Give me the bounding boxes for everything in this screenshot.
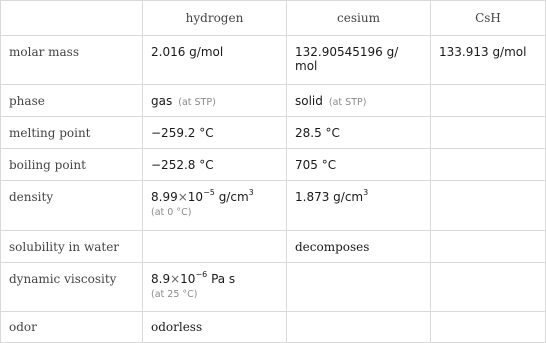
hydrogen-viscosity-unit: Pa s — [211, 272, 236, 286]
times-sign: × — [170, 272, 181, 286]
cell-cesium-molar-mass: 132.90545196 g/ mol — [287, 36, 431, 85]
cell-hydrogen-solubility — [143, 231, 287, 263]
header-csh: CsH — [431, 1, 546, 36]
row-label-molar-mass: molar mass — [1, 36, 143, 85]
cell-hydrogen-melting-point: −259.2 °C — [143, 117, 287, 149]
cell-hydrogen-boiling-point: −252.8 °C — [143, 149, 287, 181]
cell-hydrogen-viscosity — [143, 263, 287, 312]
hydrogen-viscosity-base: 10 — [180, 272, 196, 286]
hydrogen-density-unit: g/cm — [218, 190, 249, 204]
cell-cesium-density — [287, 181, 431, 231]
header-empty — [1, 1, 143, 36]
cesium-density-unit-exponent: 3 — [363, 188, 369, 197]
times-sign: × — [177, 190, 188, 204]
cell-hydrogen-odor: odorless — [143, 312, 287, 343]
cell-csh-phase — [431, 85, 546, 117]
row-label-viscosity: dynamic viscosity — [1, 263, 143, 312]
hydrogen-viscosity-exponent: −6 — [195, 270, 208, 279]
cesium-phase-note: (at STP) — [328, 96, 367, 108]
cell-csh-boiling-point — [431, 149, 546, 181]
hydrogen-viscosity-note: (at 25 °C) — [151, 289, 198, 300]
cell-cesium-boiling-point: 705 °C — [287, 149, 431, 181]
cell-hydrogen-phase — [143, 85, 287, 117]
cell-csh-solubility — [431, 231, 546, 263]
table-row — [1, 263, 546, 312]
cell-csh-molar-mass: 133.913 g/mol — [431, 36, 546, 85]
header-cesium: cesium — [287, 1, 431, 36]
cell-cesium-melting-point: 28.5 °C — [287, 117, 431, 149]
hydrogen-phase-value: gas — [151, 93, 173, 108]
hydrogen-density-exponent: −5 — [203, 188, 215, 197]
hydrogen-density-note: (at 0 °C) — [151, 207, 192, 218]
table-row — [1, 85, 546, 117]
cell-hydrogen-density — [143, 181, 287, 231]
row-label-solubility: solubility in water — [1, 231, 143, 263]
table-row — [1, 149, 546, 181]
row-label-density: density — [1, 181, 143, 231]
table-row — [1, 117, 546, 149]
cell-cesium-phase — [287, 85, 431, 117]
row-label-phase: phase — [1, 85, 143, 117]
cell-csh-density — [431, 181, 546, 231]
cesium-phase-value: solid — [295, 93, 323, 108]
cell-csh-viscosity — [431, 263, 546, 312]
cell-hydrogen-molar-mass: 2.016 g/mol — [143, 36, 287, 85]
table-row — [1, 181, 546, 231]
hydrogen-viscosity-mantissa: 8.9 — [151, 272, 171, 286]
cell-csh-odor — [431, 312, 546, 343]
table-row — [1, 312, 546, 343]
row-label-melting-point: melting point — [1, 117, 143, 149]
row-label-odor: odor — [1, 312, 143, 343]
hydrogen-density-base: 10 — [187, 190, 204, 204]
hydrogen-density-mantissa: 8.99 — [151, 190, 178, 204]
header-hydrogen: hydrogen — [143, 1, 287, 36]
table-row — [1, 36, 546, 85]
cell-cesium-solubility: decomposes — [287, 231, 431, 263]
table-row — [1, 231, 546, 263]
hydrogen-phase-note: (at STP) — [178, 96, 216, 108]
row-label-boiling-point: boiling point — [1, 149, 143, 181]
cell-cesium-odor — [287, 312, 431, 343]
hydrogen-density-unit-exponent: 3 — [248, 188, 254, 197]
cell-cesium-viscosity — [287, 263, 431, 312]
header-row — [1, 1, 546, 36]
cell-csh-melting-point — [431, 117, 546, 149]
cesium-density-value: 1.873 g/cm — [295, 190, 364, 204]
